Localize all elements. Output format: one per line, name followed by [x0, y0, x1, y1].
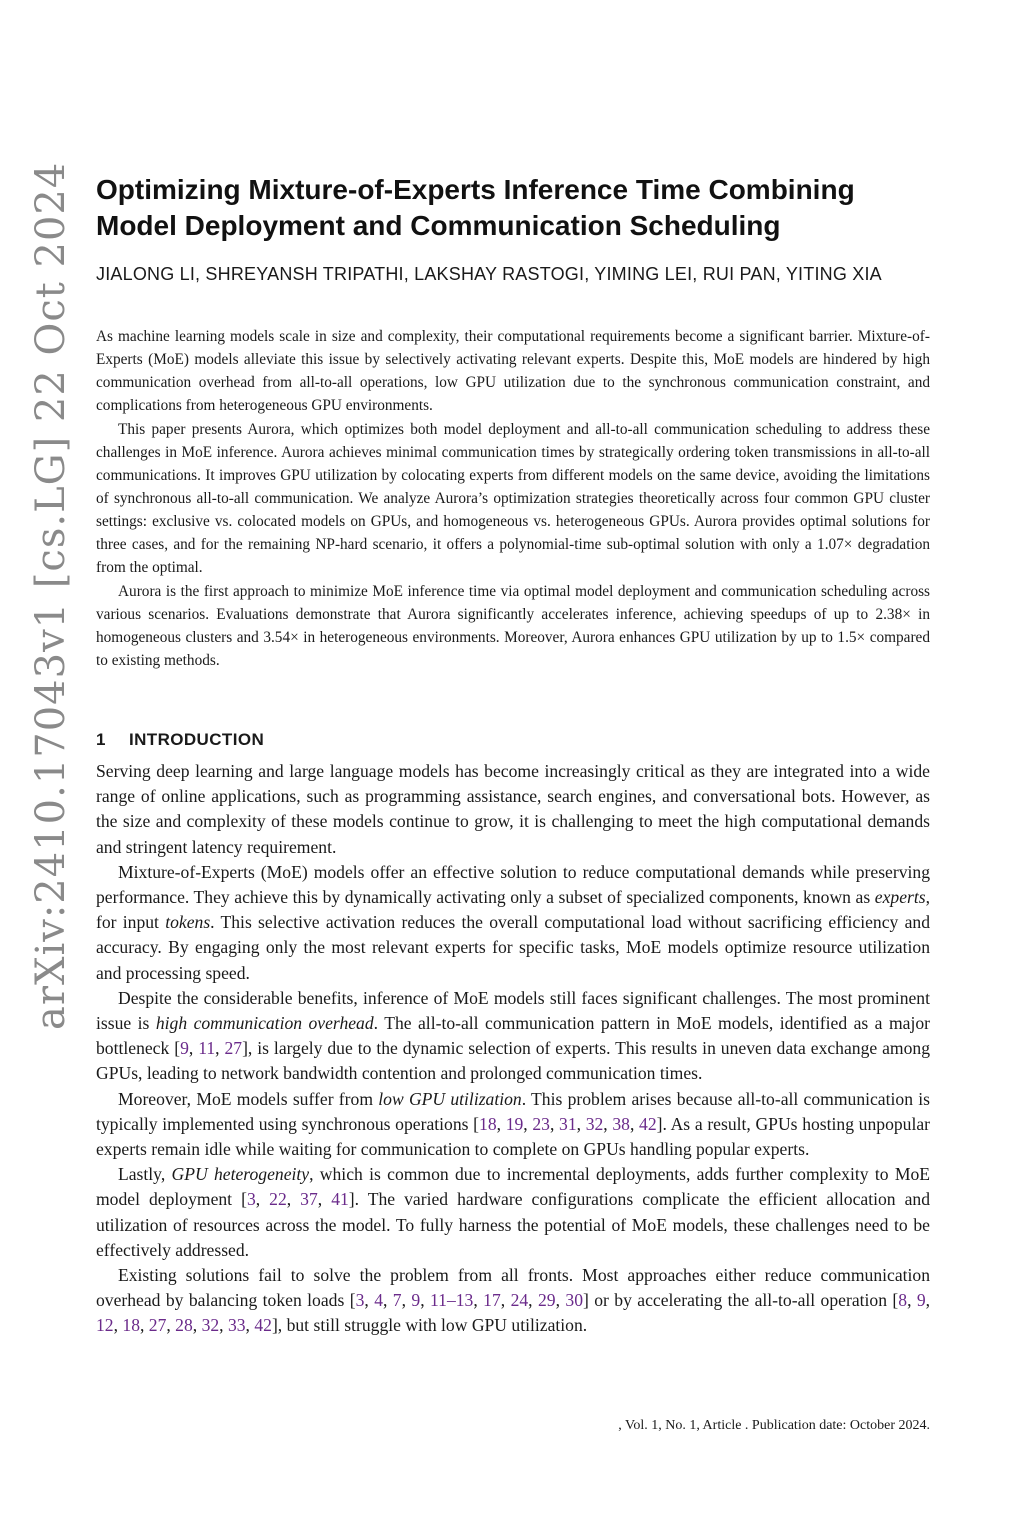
section-number: 1 — [96, 730, 106, 749]
citation-link[interactable]: 9 — [916, 1290, 926, 1311]
intro-paragraph-4: Moreover, MoE models suffer from low GPU utilization. This problem arises because all-to-all communication is typically implemented using synchronous operations [18, 19, 23, 31, 32, 38, 42]. As a result, GPUs hosting unpopular experts remain idle while waiting for communication to complete on GPUs handling popular experts. — [96, 1088, 931, 1160]
citation-link[interactable]: 42 — [639, 1113, 657, 1134]
intro-paragraph-2: Mixture-of-Experts (MoE) models offer an effective solution to reduce computational demands while preserving performance. They achieve this by dynamically activating only a subset of specialized components, known as experts, for input tokens. This selective activation reduces the overall computational load without sacrificing efficiency and accuracy. By engaging only the most relevant experts for specific tasks, MoE models optimize resource utilization and processing speed. — [96, 861, 931, 983]
citation-link[interactable]: 38 — [612, 1113, 630, 1134]
citation-link[interactable]: 8 — [898, 1290, 908, 1311]
citation-link[interactable]: 27 — [148, 1315, 167, 1336]
citation-link[interactable]: 31 — [559, 1113, 577, 1134]
citation-link[interactable]: 28 — [175, 1315, 193, 1336]
abstract-paragraph-1: As machine learning models scale in size and complexity, their computational requirements become a significant barrier. Mixture-of-Experts (MoE) models alleviate this issue by selectively activating relevant experts. Despite this, MoE models are hindered by high communication overhead from all-to-all operations, low GPU utilization due to the synchronous communication constraint, and complications from heterogeneous GPU environments. — [96, 328, 930, 414]
citation-link[interactable]: 41 — [331, 1189, 349, 1210]
citation-link[interactable]: 27 — [224, 1038, 243, 1059]
page-footer: , Vol. 1, No. 1, Article . Publication date: October 2024. — [618, 1418, 930, 1433]
citation-link[interactable]: 3 — [246, 1189, 256, 1210]
citation-link[interactable]: 12 — [96, 1315, 114, 1336]
citation-link[interactable]: 33 — [227, 1315, 246, 1336]
abstract-paragraph-3: Aurora is the first approach to minimize MoE inference time via optimal model deployment and communication scheduling across various scenarios. Evaluations demonstrate that Aurora significantly accelerates inference, achieving speedups of up to 2.38× in homogeneous clusters and 3.54× in heterogeneous environments. Moreover, Aurora enhances GPU utilization by up to 1.5× compared to existing methods. — [96, 583, 930, 669]
abstract — [96, 326, 930, 674]
citation-link[interactable]: 37 — [300, 1189, 318, 1210]
citation-link[interactable]: 4 — [374, 1290, 383, 1311]
citation-link[interactable]: 18 — [479, 1113, 497, 1134]
section-heading-introduction — [96, 728, 930, 752]
section-title: INTRODUCTION — [129, 730, 265, 749]
title-line-2: Model Deployment and Communication Scheduling — [96, 210, 781, 241]
citation-link[interactable]: 9 — [411, 1290, 421, 1311]
citation-link[interactable]: 11–13 — [430, 1290, 474, 1311]
citation-link[interactable]: 17 — [483, 1290, 501, 1311]
intro-paragraph-1: Serving deep learning and large language models has become increasingly critical as they are integrated into a wide range of online applications, such as programming assistance, search engines, and conversational bots. However, as the size and complexity of these models continue to grow, it is challenging to meet the high computational demands and stringent latency requirement. — [96, 761, 930, 857]
citation-link[interactable]: 3 — [355, 1290, 365, 1311]
citation-link[interactable]: 24 — [510, 1290, 529, 1311]
citation-link[interactable]: 29 — [537, 1290, 556, 1311]
citation-link[interactable]: 22 — [269, 1189, 287, 1210]
paper-title — [96, 172, 936, 244]
citation-link[interactable]: 32 — [585, 1113, 604, 1134]
citation-link[interactable]: 11 — [198, 1038, 216, 1059]
citation-link[interactable]: 7 — [392, 1290, 402, 1311]
citation-link[interactable]: 30 — [565, 1290, 583, 1311]
citation-link[interactable]: 19 — [505, 1113, 524, 1134]
abstract-paragraph-2: This paper presents Aurora, which optimizes both model deployment and all-to-all communication scheduling to address these challenges in MoE inference. Aurora achieves minimal communication times by strategically ordering token transmissions in all-to-all communications. It improves GPU utilization by colocating experts from different models on the same device, avoiding the limitations of synchronous all-to-all communication. We analyze Aurora’s optimization strategies theoretically across four common GPU cluster settings: exclusive vs. colocated models on GPUs, and homogeneous vs. heterogeneous GPUs. Aurora provides optimal solutions for three cases, and for the remaining NP-hard scenario, it offers a polynomial-time sub-optimal solution with only a 1.07× degradation from the optimal. — [96, 421, 930, 576]
intro-paragraph-6: Existing solutions fail to solve the problem from all fronts. Most approaches either reduce communication overhead by balancing token loads [3, 4, 7, 9, 11–13, 17, 24, 29, 30] or by accelerating the all-to-all operation [8, 9, 12, 18, 27, 28, 32, 33, 42], but still struggle with low GPU utilization. — [96, 1265, 931, 1336]
citation-link[interactable]: 9 — [180, 1038, 189, 1059]
author-list: JIALONG LI, SHREYANSH TRIPATHI, LAKSHAY RASTOGI, YIMING LEI, RUI PAN, YITING XIA — [96, 264, 882, 284]
intro-paragraph-3: Despite the considerable benefits, inference of MoE models still faces significant challenges. The most prominent issue is high communication overhead. The all-to-all communication pattern in MoE models, identified as a major bottleneck [9, 11, 27], is largely due to the dynamic selection of experts. This results in uneven data exchange among GPUs, leading to network bandwidth contention and prolonged communication times. — [96, 987, 930, 1084]
citation-link[interactable]: 32 — [201, 1315, 220, 1336]
citation-link[interactable]: 42 — [254, 1315, 272, 1336]
title-line-1: Optimizing Mixture-of-Experts Inference Time Combining — [96, 174, 855, 205]
intro-paragraph-5: Lastly, GPU heterogeneity, which is common due to incremental deployments, adds further complexity to MoE model deployment [3, 22, 37, 41]. The varied hardware configurations complicate the efficient allocation and utilization of resources across the model. To fully harness the potential of MoE models, these challenges need to be effectively addressed. — [96, 1164, 931, 1260]
citation-link[interactable]: 18 — [122, 1315, 140, 1336]
arxiv-identifier-stamp: arXiv:2410.17043v1 [cs.LG] 22 Oct 2024 — [28, 161, 74, 1030]
citation-link[interactable]: 23 — [532, 1113, 550, 1134]
introduction-body — [96, 759, 930, 1339]
